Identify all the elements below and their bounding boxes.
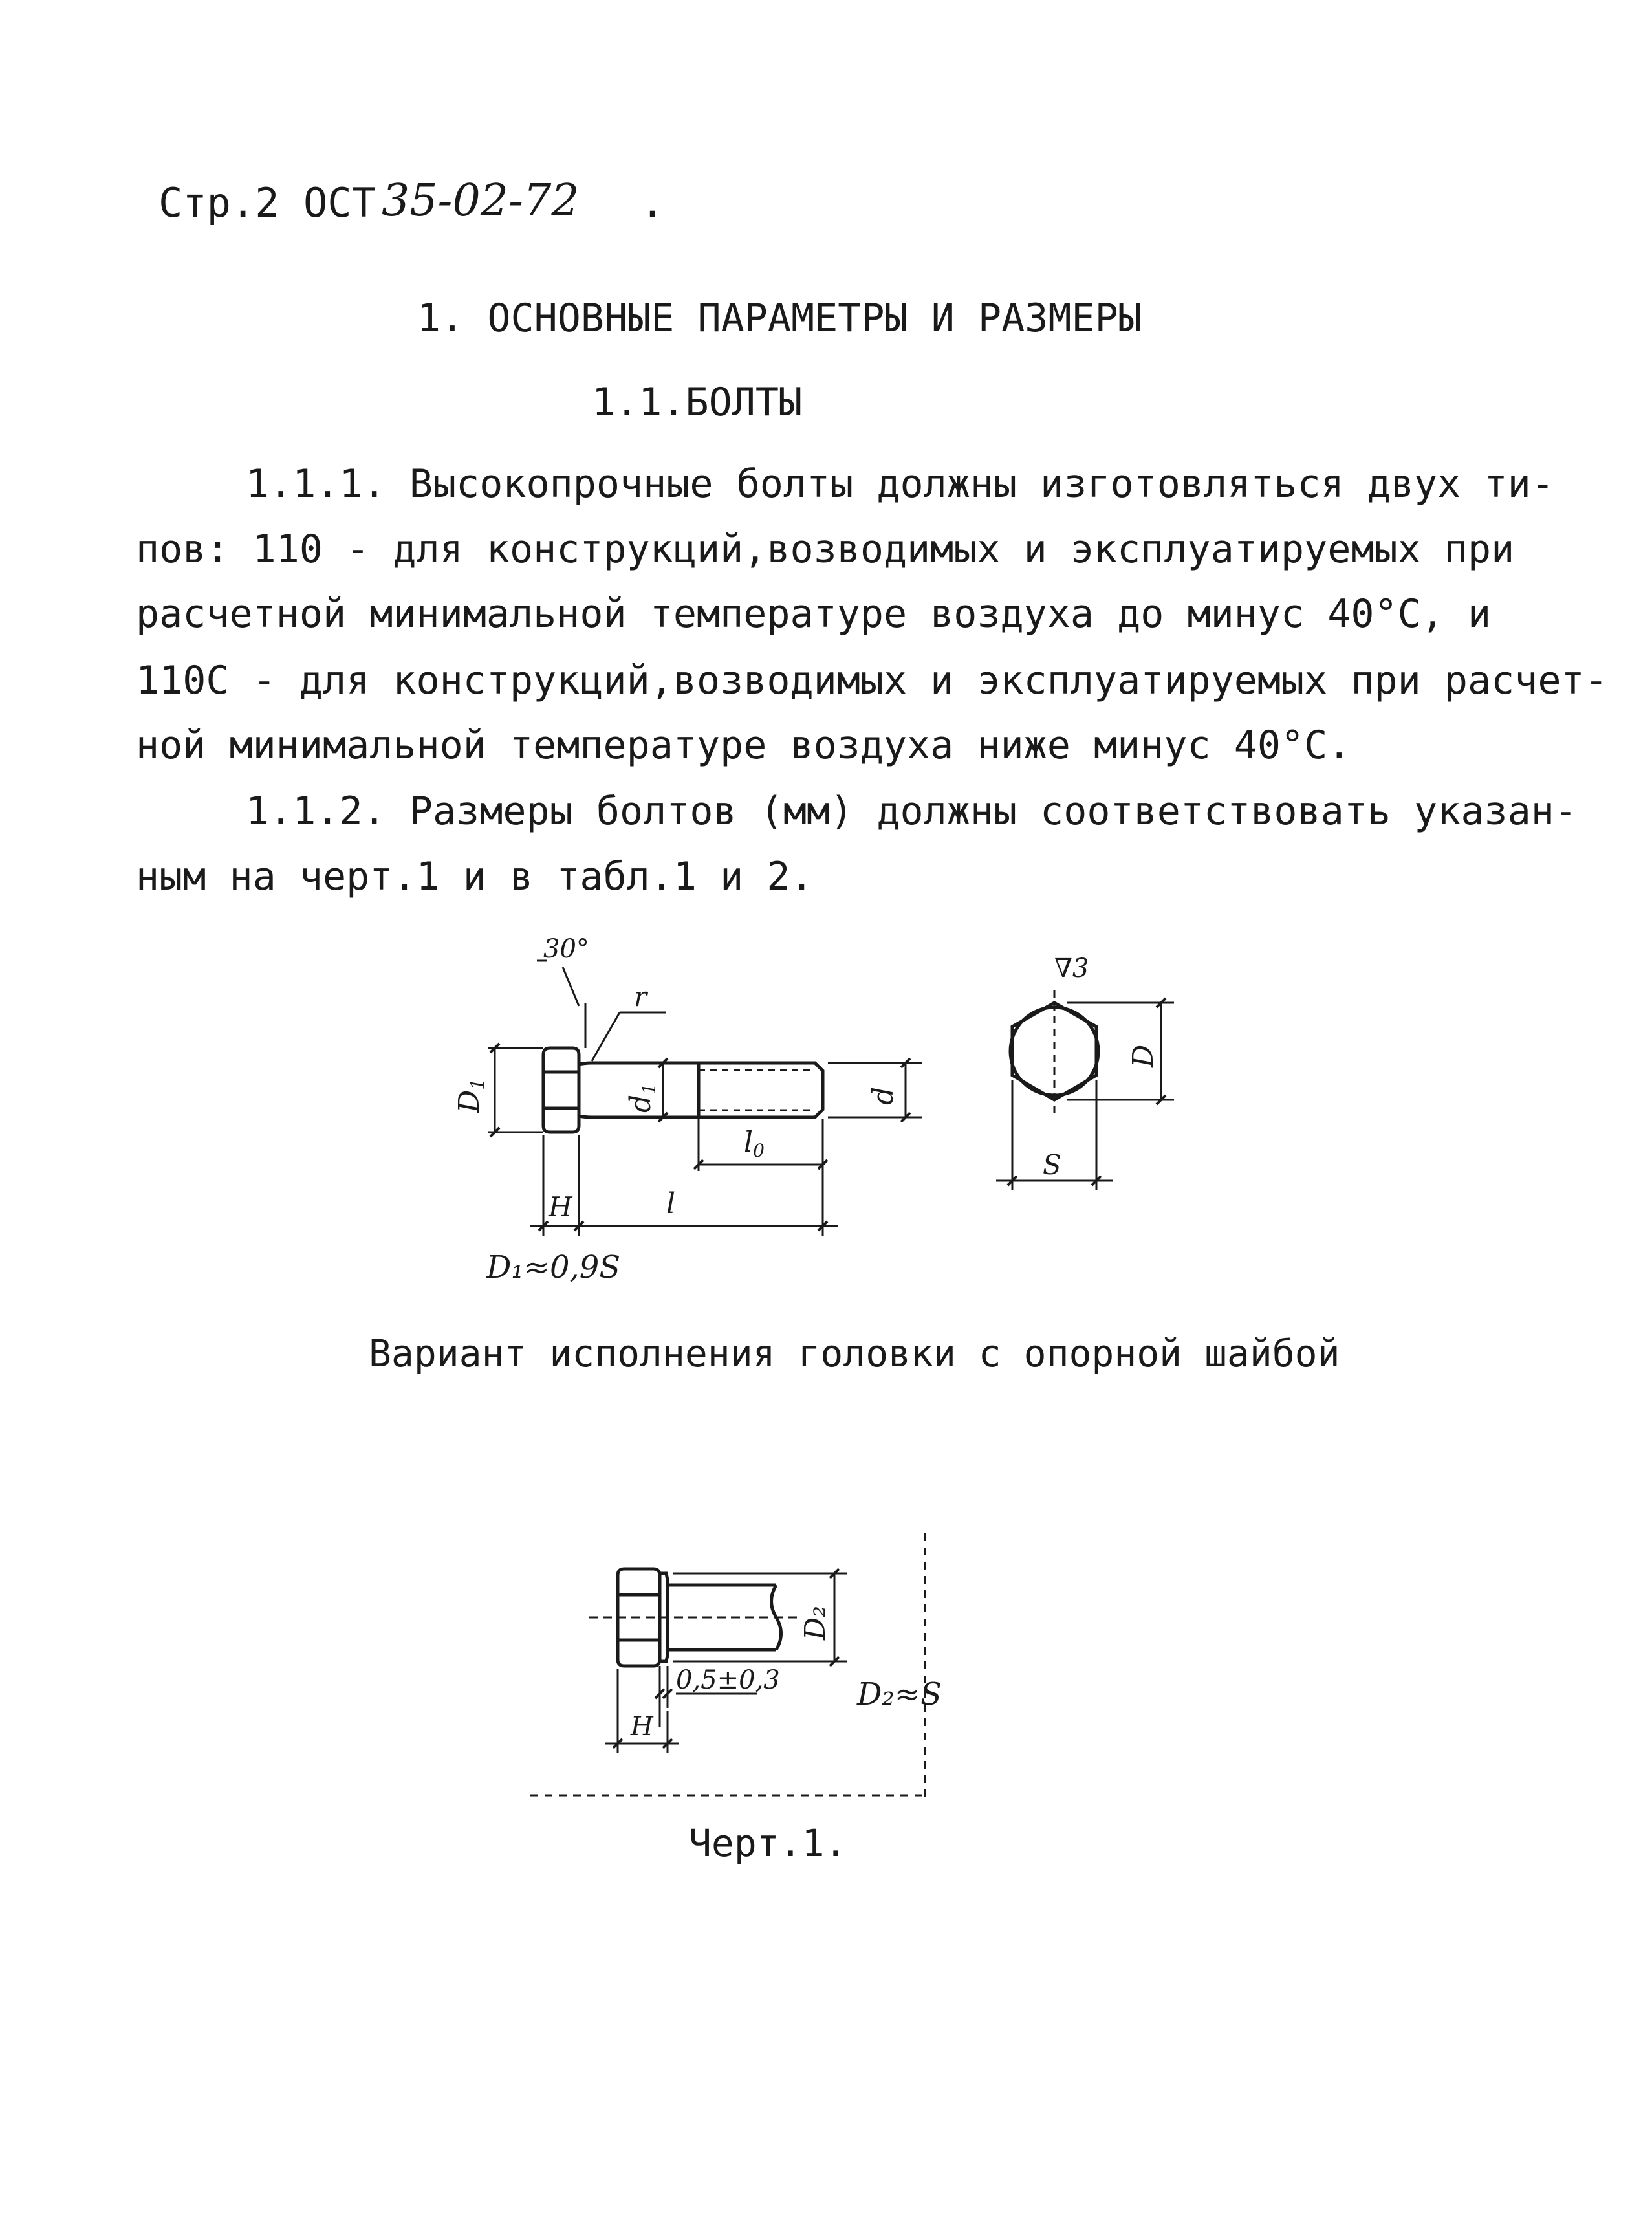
paragraph-1-line-4: 110С - для конструкций,возводимых и эксплуатируемых при расчет- [136,658,1608,703]
bolt-length-label: l [666,1187,676,1220]
bolt-head-variant-drawing [517,1533,1035,1805]
bolt-side-view-drawing [453,932,944,1294]
hex-dimension-lines [996,1003,1174,1190]
angle-label: 30° [543,934,589,964]
d1-formula: D₁≈0,9S [486,1249,621,1286]
bolt-outline [543,1048,823,1132]
hex-dimension-ticks [1008,998,1166,1185]
subsection-title: 1.1.БОЛТЫ [592,380,803,425]
radius-label: r [634,981,647,1012]
paragraph-1-line-5: ной минимальной температуре воздуха ниже минус 40°С. [136,723,1351,768]
thread-diameter-label: d [867,1086,900,1105]
roughness-label: ∇3 [1054,954,1089,983]
figure-caption: Черт.1. [689,1821,847,1865]
header-trailing-dot: . [640,179,665,226]
variant-head-height-label: H [631,1712,653,1742]
shank-diameter-label: d1 [624,1083,660,1113]
d2-label: D₂ [799,1606,832,1640]
thread-length-label: l0 [744,1126,765,1161]
thread-hidden-lines [699,1070,815,1110]
paragraph-1-line-2: пов: 110 - для конструкций,возводимых и эксплуатируемых при [136,527,1515,572]
document-number: 35-02-72 [382,175,580,226]
washer-tolerance-label: 0,5±0,3 [676,1665,780,1695]
variant-outline [618,1569,781,1666]
paragraph-2-line-1: 1.1.2. Размеры болтов (мм) должны соответствовать указан- [246,789,1578,834]
bolt-head-end-view-drawing [970,951,1203,1223]
across-corners-label: D [1127,1044,1160,1067]
section-title: 1. ОСНОВНЫЕ ПАРАМЕТРЫ И РАЗМЕРЫ [417,296,1142,341]
head-height-label: H [549,1191,572,1223]
paragraph-1-line-3: расчетной минимальной температуре воздуха до минус 40°С, и [136,591,1492,637]
page-label: Стр.2 ОСТ [158,179,376,226]
d2-formula: D₂≈S [857,1676,942,1712]
variant-caption: Вариант исполнения головки с опорной шайбой [369,1331,1340,1375]
paragraph-2-line-2: ным на черт.1 и в табл.1 и 2. [136,854,814,899]
d1-cap-label: D1 [453,1078,488,1113]
across-flats-label: S [1043,1149,1061,1181]
paragraph-1-line-1: 1.1.1. Высокопрочные болты должны изготовляться двух ти- [246,461,1554,507]
